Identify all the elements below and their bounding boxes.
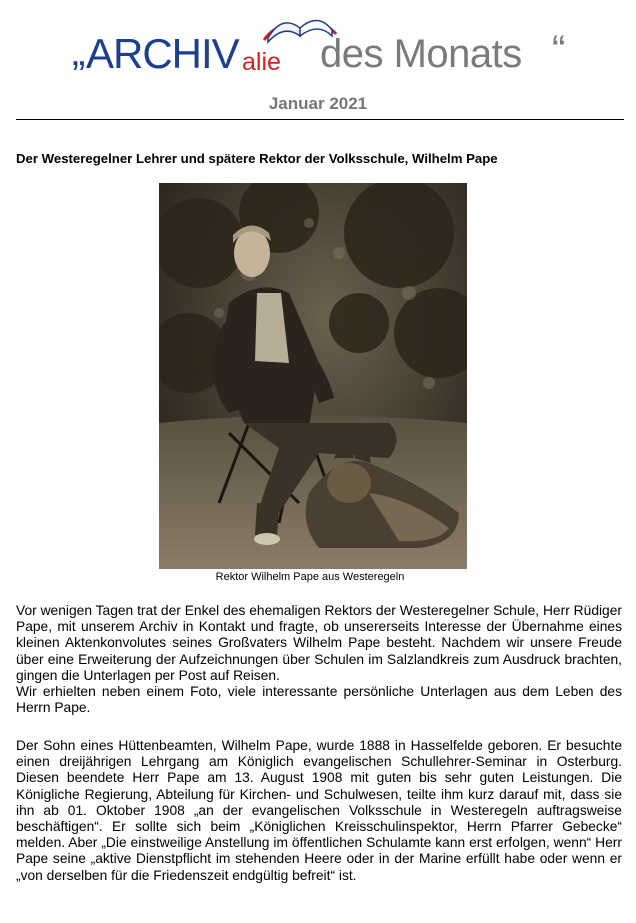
archivalie-logo xyxy=(72,22,572,82)
logo-archiv: ARCHIV xyxy=(86,30,239,77)
paragraph-1 xyxy=(16,603,622,716)
logo-des-monats: des Monats xyxy=(320,32,522,76)
issue-month: Januar 2021 xyxy=(268,94,368,113)
photo-caption: Rektor Wilhelm Pape aus Westeregeln xyxy=(215,571,405,583)
article-headline: Der Westeregelner Lehrer und spätere Rektor der Volksschule, Wilhelm Pape xyxy=(16,151,498,166)
header-divider xyxy=(16,119,624,120)
paragraph-1-text: Vor wenigen Tagen trat der Enkel des ehemaligen Rektors der Westeregelner Schule, Herr Rüdiger Pape, mit unserem Archiv in Kontakt und fragte, ob unsererseits Interesse der Übernahme eines kleinen Aktenkonvolutes seines Großvaters Wilhelm Pape besteht. Nachdem wir unsere Freude über eine Erweiterung der Aufzeichnungen über Schulen im Salzlandkreis zum Ausdruck brachten, gingen die Unterlagen per Post auf Reisen. xyxy=(16,603,622,683)
paragraph-1-text-continued: Wir erhielten neben einem Foto, viele interessante persönliche Unterlagen aus dem Leben des Herrn Pape. xyxy=(16,684,622,716)
portrait-photo-image xyxy=(159,183,467,569)
portrait-photo xyxy=(159,183,467,569)
paragraph-2: Der Sohn eines Hüttenbeamten, Wilhelm Pape, wurde 1888 in Hasselfelde geboren. Er besuchte einen dreijährigen Lehrgang am Königlich evangelischen Schullehrer-Seminar in Osterburg. Diesen beendete Herr Pape am 13. August 1908 mit guten bis sehr guten Leistungen. Die Königliche Regierung, Abteilung für Kirchen- und Schulwesen, teilte ihm kurz darauf mit, dass sie ihn ab 01. Oktober 1908 „an der evangelischen Volksschule in Westeregeln auftragsweise beschäftigen“. Er sollte sich beim „Königlichen Kreisschulinspektor, Herrn Pfarrer Gebecke“ melden. Aber „Die einstweilige Anstellung im öffentlichen Schulamte kann erst erfolgen, wenn“ Herr Pape seine „aktive Dienstpflicht im stehenden Heere oder in der Marine erfüllt habe oder wenn er „von derselben für die Friedenszeit endgültig befreit“ ist. xyxy=(16,738,622,883)
logo-quote-close: “ xyxy=(552,28,566,72)
logo-alie: alie xyxy=(242,48,281,76)
page-header xyxy=(0,0,636,90)
logo-quote-open: „ xyxy=(72,30,86,74)
